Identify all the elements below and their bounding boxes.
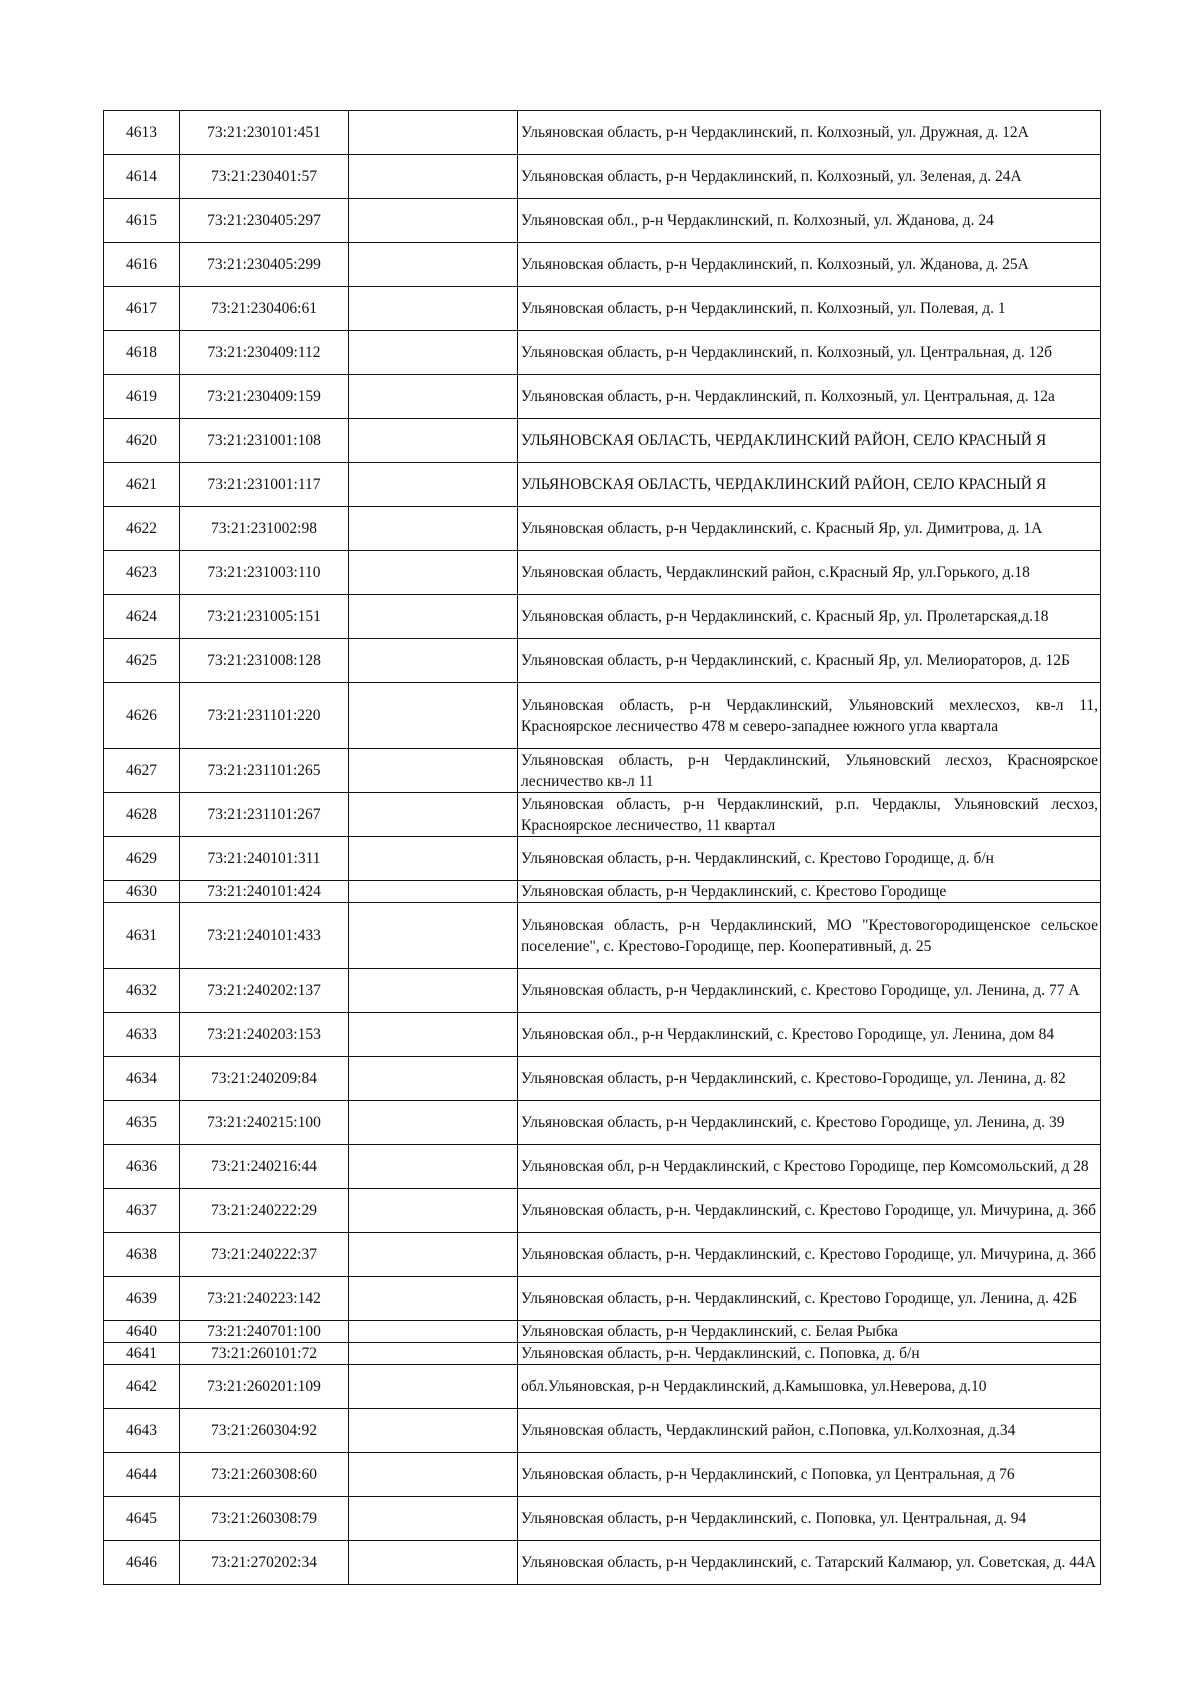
table-row — [104, 1057, 1101, 1101]
row-number: 4631 — [104, 903, 180, 969]
table-row — [104, 243, 1101, 287]
row-number: 4614 — [104, 155, 180, 199]
address: Ульяновская обл, р-н Чердаклинский, с Крестово Городище, пер Комсомольский, д 28 — [518, 1145, 1101, 1189]
empty-cell — [349, 1057, 518, 1101]
row-number: 4636 — [104, 1145, 180, 1189]
table-row — [104, 1321, 1101, 1343]
row-number: 4639 — [104, 1277, 180, 1321]
row-number: 4629 — [104, 837, 180, 881]
cadastral-number: 73:21:260304:92 — [180, 1409, 349, 1453]
table-row — [104, 551, 1101, 595]
table-row — [104, 1497, 1101, 1541]
cadastral-number: 73:21:240222:37 — [180, 1233, 349, 1277]
table-row — [104, 639, 1101, 683]
cadastral-number: 73:21:230409:112 — [180, 331, 349, 375]
row-number: 4643 — [104, 1409, 180, 1453]
registry-table — [103, 110, 1101, 1585]
empty-cell — [349, 463, 518, 507]
address: Ульяновская область, р-н Чердаклинский, Ульяновский лесхоз, Красноярское лесничество кв-л 11 — [518, 749, 1101, 793]
empty-cell — [349, 793, 518, 837]
empty-cell — [349, 1541, 518, 1585]
address: Ульяновская область, р-н Чердаклинский, с. Поповка, ул. Центральная, д. 94 — [518, 1497, 1101, 1541]
empty-cell — [349, 1189, 518, 1233]
empty-cell — [349, 881, 518, 903]
empty-cell — [349, 595, 518, 639]
cadastral-number: 73:21:240101:311 — [180, 837, 349, 881]
table-row — [104, 287, 1101, 331]
cadastral-number: 73:21:240209:84 — [180, 1057, 349, 1101]
empty-cell — [349, 1409, 518, 1453]
registry-table-page — [103, 110, 1100, 1585]
cadastral-number: 73:21:231008:128 — [180, 639, 349, 683]
row-number: 4634 — [104, 1057, 180, 1101]
row-number: 4640 — [104, 1321, 180, 1343]
empty-cell — [349, 1101, 518, 1145]
empty-cell — [349, 1013, 518, 1057]
cadastral-number: 73:21:230406:61 — [180, 287, 349, 331]
table-row — [104, 1409, 1101, 1453]
empty-cell — [349, 903, 518, 969]
address: Ульяновская область, р-н. Чердаклинский, с. Крестово Городище, ул. Мичурина, д. 36б — [518, 1233, 1101, 1277]
table-row — [104, 837, 1101, 881]
empty-cell — [349, 287, 518, 331]
empty-cell — [349, 1497, 518, 1541]
empty-cell — [349, 111, 518, 155]
row-number: 4615 — [104, 199, 180, 243]
cadastral-number: 73:21:240101:424 — [180, 881, 349, 903]
table-row — [104, 1541, 1101, 1585]
table-row — [104, 1343, 1101, 1365]
row-number: 4618 — [104, 331, 180, 375]
cadastral-number: 73:21:231005:151 — [180, 595, 349, 639]
empty-cell — [349, 969, 518, 1013]
cadastral-number: 73:21:230401:57 — [180, 155, 349, 199]
address: обл.Ульяновская, р-н Чердаклинский, д.Камышовка, ул.Неверова, д.10 — [518, 1365, 1101, 1409]
empty-cell — [349, 551, 518, 595]
address: Ульяновская область, р-н Чердаклинский, с. Красный Яр, ул. Пролетарская,д.18 — [518, 595, 1101, 639]
cadastral-number: 73:21:240215:100 — [180, 1101, 349, 1145]
empty-cell — [349, 837, 518, 881]
row-number: 4645 — [104, 1497, 180, 1541]
address: Ульяновская область, Чердаклинский район, с.Поповка, ул.Колхозная, д.34 — [518, 1409, 1101, 1453]
cadastral-number: 73:21:240101:433 — [180, 903, 349, 969]
row-number: 4616 — [104, 243, 180, 287]
row-number: 4613 — [104, 111, 180, 155]
empty-cell — [349, 1145, 518, 1189]
address: Ульяновская область, р-н Чердаклинский, с. Красный Яр, ул. Димитрова, д. 1А — [518, 507, 1101, 551]
cadastral-number: 73:21:240222:29 — [180, 1189, 349, 1233]
table-row — [104, 969, 1101, 1013]
address: Ульяновская область, р-н. Чердаклинский, с. Крестово Городище, ул. Мичурина, д. 36б — [518, 1189, 1101, 1233]
cadastral-number: 73:21:240223:142 — [180, 1277, 349, 1321]
address: Ульяновская область, р-н Чердаклинский, с. Крестово Городище, ул. Ленина, д. 77 А — [518, 969, 1101, 1013]
row-number: 4622 — [104, 507, 180, 551]
address: Ульяновская область, р-н Чердаклинский, с. Белая Рыбка — [518, 1321, 1101, 1343]
table-row — [104, 793, 1101, 837]
address: Ульяновская область, р-н Чердаклинский, п. Колхозный, ул. Центральная, д. 12б — [518, 331, 1101, 375]
address: Ульяновская область, р-н Чердаклинский, с. Крестово-Городище, ул. Ленина, д. 82 — [518, 1057, 1101, 1101]
cadastral-number: 73:21:240216:44 — [180, 1145, 349, 1189]
address: Ульяновская область, р-н Чердаклинский, с Поповка, ул Центральная, д 76 — [518, 1453, 1101, 1497]
table-row — [104, 903, 1101, 969]
table-row — [104, 1365, 1101, 1409]
table-row — [104, 1233, 1101, 1277]
table-row — [104, 1277, 1101, 1321]
address: Ульяновская область, р-н. Чердаклинский, с. Поповка, д. б/н — [518, 1343, 1101, 1365]
cadastral-number: 73:21:231003:110 — [180, 551, 349, 595]
row-number: 4625 — [104, 639, 180, 683]
table-row — [104, 1145, 1101, 1189]
cadastral-number: 73:21:231101:220 — [180, 683, 349, 749]
table-row — [104, 1101, 1101, 1145]
row-number: 4623 — [104, 551, 180, 595]
address: Ульяновская область, р-н Чердаклинский, п. Колхозный, ул. Дружная, д. 12А — [518, 111, 1101, 155]
empty-cell — [349, 155, 518, 199]
table-row — [104, 199, 1101, 243]
row-number: 4641 — [104, 1343, 180, 1365]
row-number: 4617 — [104, 287, 180, 331]
address: Ульяновская область, р-н Чердаклинский, п. Колхозный, ул. Зеленая, д. 24А — [518, 155, 1101, 199]
row-number: 4627 — [104, 749, 180, 793]
address: УЛЬЯНОВСКАЯ ОБЛАСТЬ, ЧЕРДАКЛИНСКИЙ РАЙОН, СЕЛО КРАСНЫЙ Я — [518, 463, 1101, 507]
cadastral-number: 73:21:230405:297 — [180, 199, 349, 243]
address: Ульяновская область, р-н Чердаклинский, п. Колхозный, ул. Жданова, д. 25А — [518, 243, 1101, 287]
row-number: 4620 — [104, 419, 180, 463]
table-row — [104, 463, 1101, 507]
cadastral-number: 73:21:231001:117 — [180, 463, 349, 507]
row-number: 4626 — [104, 683, 180, 749]
table-row — [104, 507, 1101, 551]
empty-cell — [349, 331, 518, 375]
address: Ульяновская область, р-н. Чердаклинский, с. Крестово Городище, ул. Ленина, д. 42Б — [518, 1277, 1101, 1321]
table-row — [104, 375, 1101, 419]
empty-cell — [349, 1321, 518, 1343]
empty-cell — [349, 243, 518, 287]
row-number: 4632 — [104, 969, 180, 1013]
address: Ульяновская область, р-н Чердаклинский, МО "Крестовогородищенское сельское поселение", с. Крестово-Городище, пер. Кооперативный, д. 25 — [518, 903, 1101, 969]
cadastral-number: 73:21:231101:265 — [180, 749, 349, 793]
table-row — [104, 1453, 1101, 1497]
address: Ульяновская область, р-н Чердаклинский, с. Крестово Городище — [518, 881, 1101, 903]
cadastral-number: 73:21:230405:299 — [180, 243, 349, 287]
table-row — [104, 683, 1101, 749]
cadastral-number: 73:21:230409:159 — [180, 375, 349, 419]
cadastral-number: 73:21:260308:60 — [180, 1453, 349, 1497]
empty-cell — [349, 749, 518, 793]
address: Ульяновская область, р-н. Чердаклинский, п. Колхозный, ул. Центральная, д. 12а — [518, 375, 1101, 419]
table-body — [104, 111, 1101, 1585]
empty-cell — [349, 199, 518, 243]
empty-cell — [349, 1365, 518, 1409]
row-number: 4628 — [104, 793, 180, 837]
address: Ульяновская область, р-н Чердаклинский, Ульяновский мехлесхоз, кв-л 11, Красноярское лесничество 478 м северо-западнее южного угла квартала — [518, 683, 1101, 749]
row-number: 4646 — [104, 1541, 180, 1585]
empty-cell — [349, 375, 518, 419]
row-number: 4642 — [104, 1365, 180, 1409]
cadastral-number: 73:21:270202:34 — [180, 1541, 349, 1585]
cadastral-number: 73:21:231001:108 — [180, 419, 349, 463]
row-number: 4619 — [104, 375, 180, 419]
table-row — [104, 881, 1101, 903]
cadastral-number: 73:21:240701:100 — [180, 1321, 349, 1343]
address: УЛЬЯНОВСКАЯ ОБЛАСТЬ, ЧЕРДАКЛИНСКИЙ РАЙОН, СЕЛО КРАСНЫЙ Я — [518, 419, 1101, 463]
row-number: 4633 — [104, 1013, 180, 1057]
empty-cell — [349, 1453, 518, 1497]
row-number: 4630 — [104, 881, 180, 903]
table-row — [104, 331, 1101, 375]
cadastral-number: 73:21:231002:98 — [180, 507, 349, 551]
row-number: 4638 — [104, 1233, 180, 1277]
row-number: 4644 — [104, 1453, 180, 1497]
empty-cell — [349, 507, 518, 551]
cadastral-number: 73:21:231101:267 — [180, 793, 349, 837]
address: Ульяновская область, р-н. Чердаклинский, с. Крестово Городище, д. б/н — [518, 837, 1101, 881]
table-row — [104, 749, 1101, 793]
cadastral-number: 73:21:260308:79 — [180, 1497, 349, 1541]
address: Ульяновская область, Чердаклинский район, с.Красный Яр, ул.Горького, д.18 — [518, 551, 1101, 595]
address: Ульяновская область, р-н Чердаклинский, с. Красный Яр, ул. Мелиораторов, д. 12Б — [518, 639, 1101, 683]
table-row — [104, 595, 1101, 639]
address: Ульяновская область, р-н Чердаклинский, с. Татарский Калмаюр, ул. Советская, д. 44А — [518, 1541, 1101, 1585]
table-row — [104, 1013, 1101, 1057]
cadastral-number: 73:21:260101:72 — [180, 1343, 349, 1365]
empty-cell — [349, 683, 518, 749]
empty-cell — [349, 1277, 518, 1321]
empty-cell — [349, 639, 518, 683]
table-row — [104, 1189, 1101, 1233]
address: Ульяновская область, р-н Чердаклинский, р.п. Чердаклы, Ульяновский лесхоз, Красноярское лесничество, 11 квартал — [518, 793, 1101, 837]
address: Ульяновская область, р-н Чердаклинский, с. Крестово Городище, ул. Ленина, д. 39 — [518, 1101, 1101, 1145]
address: Ульяновская область, р-н Чердаклинский, п. Колхозный, ул. Полевая, д. 1 — [518, 287, 1101, 331]
address: Ульяновская обл., р-н Чердаклинский, п. Колхозный, ул. Жданова, д. 24 — [518, 199, 1101, 243]
table-row — [104, 111, 1101, 155]
row-number: 4621 — [104, 463, 180, 507]
empty-cell — [349, 1233, 518, 1277]
empty-cell — [349, 419, 518, 463]
row-number: 4624 — [104, 595, 180, 639]
cadastral-number: 73:21:260201:109 — [180, 1365, 349, 1409]
address: Ульяновская обл., р-н Чердаклинский, с. Крестово Городище, ул. Ленина, дом 84 — [518, 1013, 1101, 1057]
cadastral-number: 73:21:230101:451 — [180, 111, 349, 155]
table-row — [104, 155, 1101, 199]
cadastral-number: 73:21:240203:153 — [180, 1013, 349, 1057]
empty-cell — [349, 1343, 518, 1365]
row-number: 4635 — [104, 1101, 180, 1145]
table-row — [104, 419, 1101, 463]
cadastral-number: 73:21:240202:137 — [180, 969, 349, 1013]
row-number: 4637 — [104, 1189, 180, 1233]
